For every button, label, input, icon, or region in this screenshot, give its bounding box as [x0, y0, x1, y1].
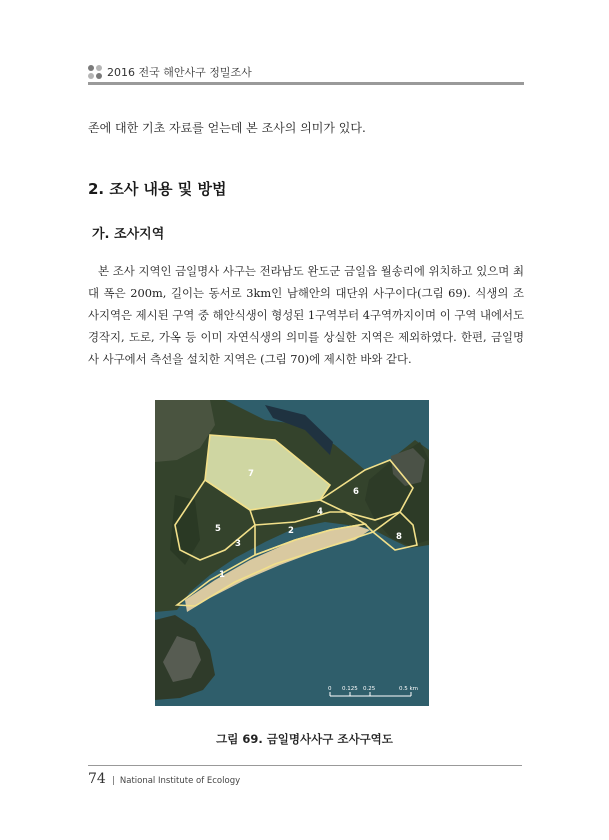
header-dot	[96, 65, 102, 71]
zone-label: 2	[288, 526, 294, 536]
header-title: 2016 전국 해안사구 정밀조사	[107, 66, 252, 79]
organization-name: National Institute of Ecology	[119, 776, 241, 786]
scale-label: 0.5 km	[399, 686, 419, 692]
header-rule	[88, 82, 524, 85]
header-dots-icon	[88, 65, 102, 79]
header-dot	[88, 65, 94, 71]
body-paragraph: 본 조사 지역인 금일명사 사구는 전라남도 완도군 금일읍 월송리에 위치하고 있으며 최대 폭은 200m, 길이는 동서로 3km인 남해안의 대단위 사구이다(그림 69). 식생의 조사지역은 제시된 구역 중 해안식생이 형성된 1구역부터 4구역까지이며 이 구역 내에서도 경작지, 도로, 가옥 등 이미 자연식생의 의미를 상실한 지역은 제외하였다. 한편, 금일명사 사구에서 측선을 설치한 지역은 (그림 70)에 제시한 바와 같다.	[88, 264, 524, 366]
zone-label: 4	[317, 507, 323, 517]
scale-label: 0	[328, 686, 332, 692]
zone-label: 3	[235, 539, 241, 549]
section-heading: 2. 조사 내용 및 방법	[88, 180, 227, 198]
intro-paragraph: 존에 대한 기초 자료를 얻는데 본 조사의 의미가 있다.	[88, 121, 366, 135]
page-footer	[88, 771, 240, 787]
footer-rule	[88, 765, 522, 766]
zone-label: 1	[219, 570, 225, 580]
running-header	[88, 64, 252, 80]
page-number: 74	[88, 771, 106, 787]
scale-label: 0.25	[363, 686, 376, 692]
survey-area-map	[155, 400, 429, 706]
header-dot	[96, 73, 102, 79]
scale-label: 0.125	[342, 686, 358, 692]
footer-separator: |	[111, 776, 115, 786]
zone-label: 7	[248, 469, 254, 479]
zone-label: 8	[396, 532, 402, 542]
zone-label: 6	[353, 487, 359, 497]
zone-label: 5	[215, 524, 221, 534]
subsection-heading: 가. 조사지역	[92, 227, 165, 242]
figure-caption: 그림 69. 금일명사사구 조사구역도	[216, 732, 393, 746]
header-dot	[88, 73, 94, 79]
